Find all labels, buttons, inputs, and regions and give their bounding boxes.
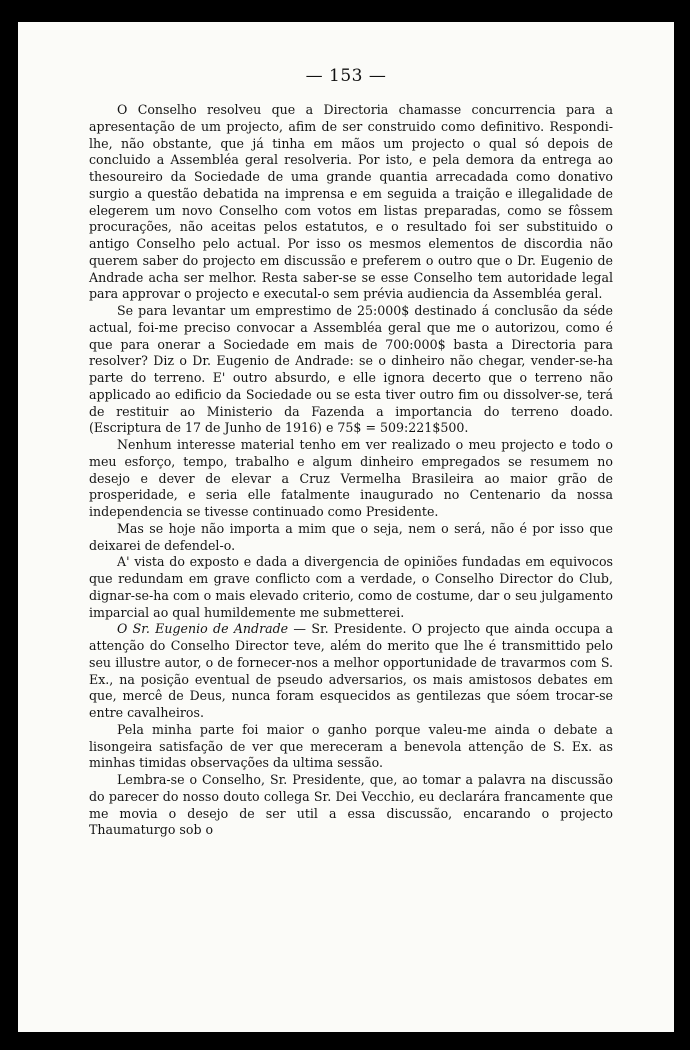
document-page bbox=[18, 22, 674, 1032]
speaker-name: O Sr. Eugenio de Andrade bbox=[117, 621, 289, 637]
paragraph: Pela minha parte foi maior o ganho porque valeu-me ainda o debate a lisongeira satisfação de ver que mereceram a benevola attenção de S. Ex. as minhas timidas observações da ultima sessão. bbox=[89, 721, 613, 771]
paragraph: Mas se hoje não importa a mim que o seja, nem o será, não é por isso que deixarei de defendel-o. bbox=[89, 520, 613, 553]
page-number: — 153 — bbox=[305, 66, 387, 86]
paragraph: O Conselho resolveu que a Directoria chamasse concurrencia para a apresentação de um projecto, afim de ser construido como definitivo. Respondi-lhe, não obstante, que já tinha em mãos um projecto o qual só depois de concluido a Assembléa geral resolveria. Por isto, e pela demora da entrega ao thesoureiro da Sociedade de uma grande quantia arrecadada como donativo surgio a questão debatida na imprensa e em seguida a traição e illegalidade de elegerem um novo Conselho com votos em listas preparadas, como se fôssem procurações, não aceitas pelos estatutos, e o resultado foi ser substituido o antigo Conselho pelo actual. Por isso os mesmos elementos de discordia não querem saber do projecto em discussão e preferem o outro que o Dr. Eugenio de Andrade acha ser melhor. Resta saber-se se esse Conselho tem autoridade legal para approvar o projecto e executal-o sem prévia audiencia da Assembléa geral. bbox=[89, 102, 613, 302]
speech-text: — Sr. Presidente. O projecto que ainda occupa a attenção do Conselho Director teve, além do merito que lhe é transmittido pelo seu illustre autor, o de fornecer-nos a melhor opportunidade de travarmos com S. Ex., na posição eventual de pseudo adversarios, os mais amistosos debates em que, mercê de Deus, nunca foram esquecidos as gentilezas que sóem trocar-se entre cavalheiros. bbox=[89, 621, 614, 720]
body-text bbox=[89, 102, 613, 839]
paragraph: Lembra-se o Conselho, Sr. Presidente, que, ao tomar a palavra na discussão do parecer do nosso douto collega Sr. Dei Vecchio, eu declarára francamente que me movia o desejo de ser util a essa discussão, encarando o projecto Thaumaturgo sob o bbox=[89, 772, 613, 838]
paragraph: A' vista do exposto e dada a divergencia de opiniões fundadas em equivocos que redundam em grave conflicto com a verdade, o Conselho Director do Club, dignar-se-ha com o mais elevado criterio, como de costume, dar o seu julgamento imparcial ao qual humildemente me submetterei. bbox=[89, 554, 613, 620]
speech-paragraph bbox=[89, 621, 613, 722]
paragraph: Nenhum interesse material tenho em ver realizado o meu projecto e todo o meu esforço, tempo, trabalho e algum dinheiro empregados se resumem no desejo e dever de elevar a Cruz Vermelha Brasileira ao maior grão de prosperidade, e seria elle fatalmente inaugurado no Centenario da nossa independencia se tivesse continuado como Presidente. bbox=[89, 437, 613, 519]
paragraph: Se para levantar um emprestimo de 25:000$ destinado á conclusão da séde actual, foi-me preciso convocar a Assembléa geral que me o autorizou, como é que para onerar a Sociedade em mais de 700:000$ basta a Directoria para resolver? Diz o Dr. Eugenio de Andrade: se o dinheiro não chegar, vender-se-ha parte do terreno. E' outro absurdo, e elle ignora decerto que o terreno não applicado ao edificio da Sociedade ou se esta tiver outro fim ou dissolver-se, terá de restituir ao Ministerio da Fazenda a importancia do terreno doado. (Escriptura de 17 de Junho de 1916) e 75$ = 509:221$500. bbox=[89, 303, 613, 436]
